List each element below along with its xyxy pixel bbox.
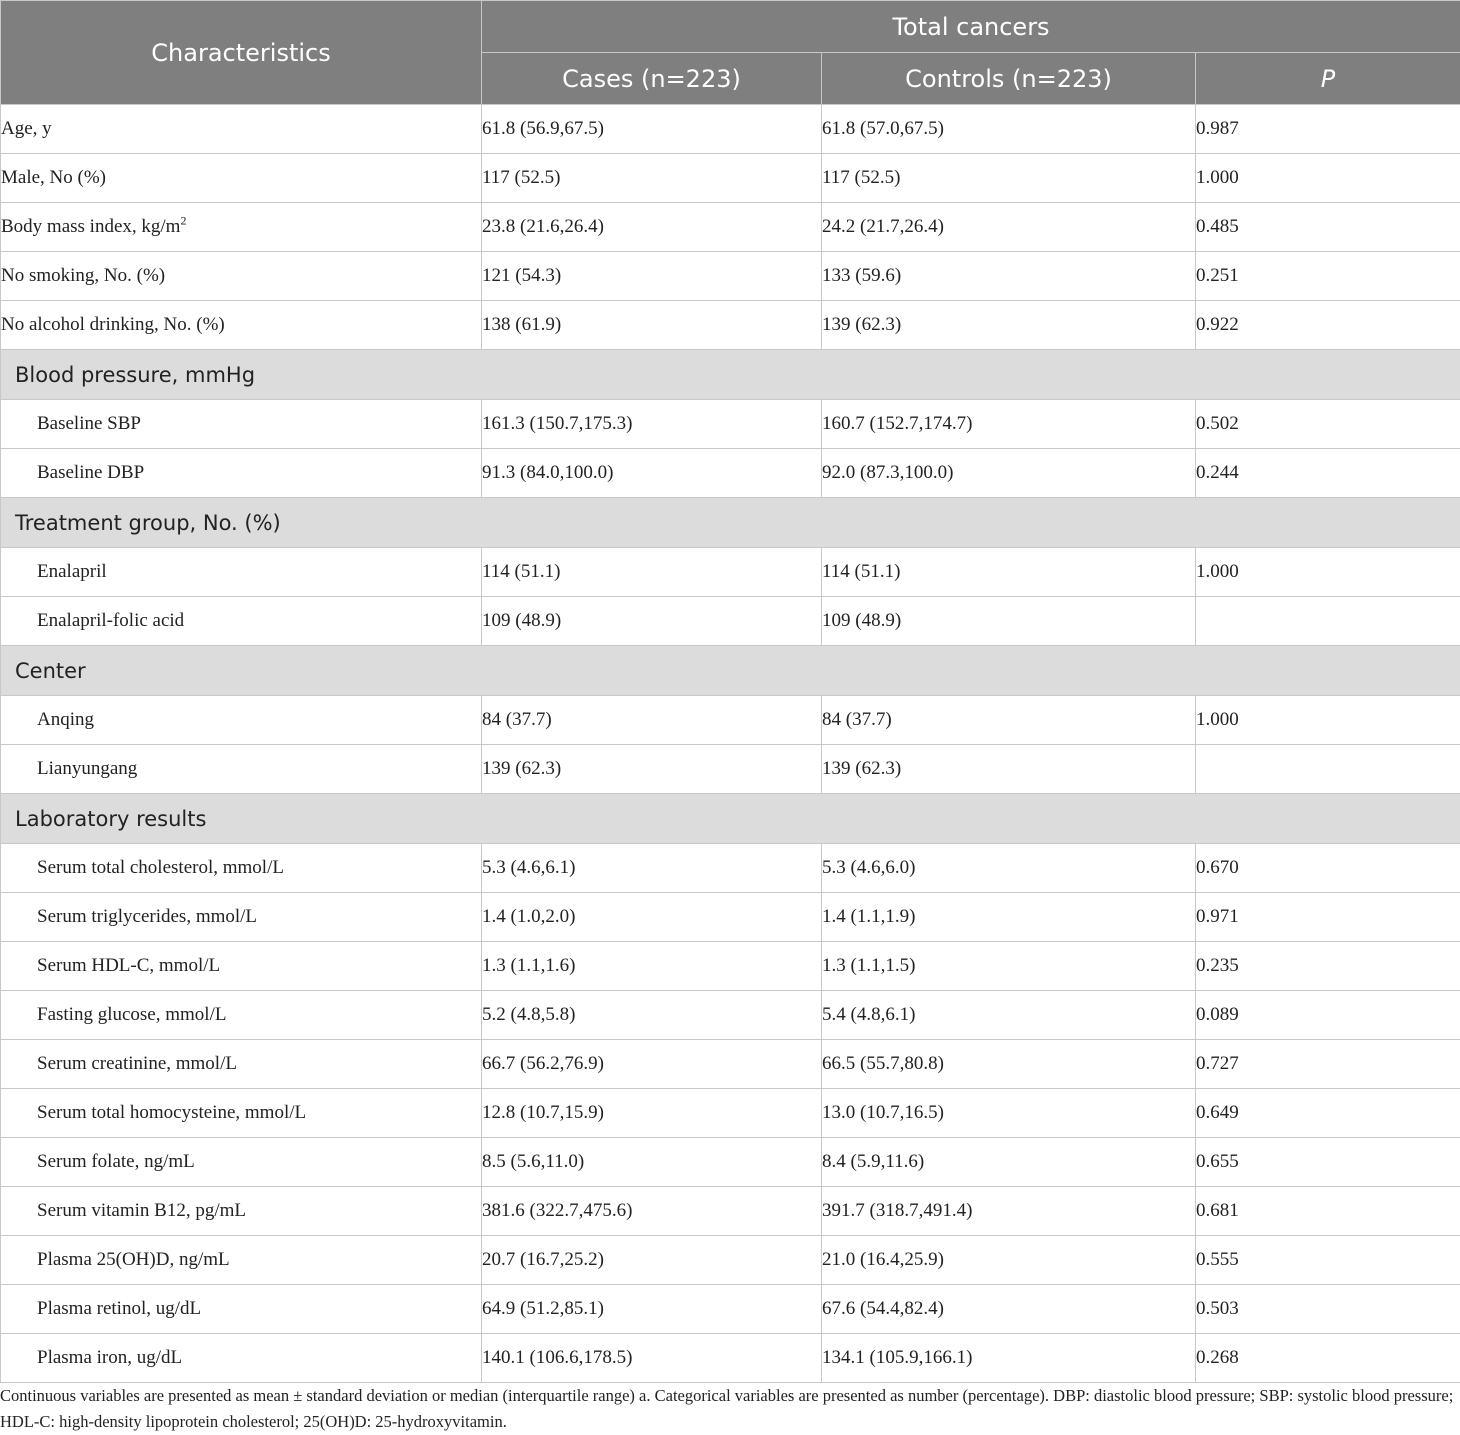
row-label-cell <box>1 1138 482 1187</box>
controls-value: 84 (37.7) <box>822 696 1196 745</box>
row-label: Serum HDL-C, mmol/L <box>37 955 221 976</box>
table-row <box>1 1040 1460 1089</box>
table-row <box>1 1138 1460 1187</box>
row-label: Plasma retinol, ug/dL <box>37 1298 202 1319</box>
row-label: Baseline DBP <box>37 462 145 483</box>
controls-value: 133 (59.6) <box>822 252 1196 301</box>
cases-value: 139 (62.3) <box>482 745 822 794</box>
row-label-cell <box>1 203 482 252</box>
controls-value: 134.1 (105.9,166.1) <box>822 1334 1196 1383</box>
cases-value: 5.2 (4.8,5.8) <box>482 991 822 1040</box>
row-label: Plasma iron, ug/dL <box>37 1347 183 1368</box>
p-value: 0.251 <box>1196 252 1460 301</box>
section-row <box>1 646 1460 696</box>
controls-value: 13.0 (10.7,16.5) <box>822 1089 1196 1138</box>
section-row <box>1 498 1460 548</box>
section-title: Blood pressure, mmHg <box>1 350 1460 400</box>
row-label: Fasting glucose, mmol/L <box>37 1004 227 1025</box>
table-row <box>1 696 1460 745</box>
row-label-cell <box>1 1285 482 1334</box>
row-label-cell <box>1 105 482 154</box>
table-row <box>1 301 1460 350</box>
cases-value: 109 (48.9) <box>482 597 822 646</box>
table-footnote: Continuous variables are presented as mean ± standard deviation or median (interquartile range) a. Categorical variables are presented as number (percentage). DBP: diastolic blood pressure; SBP: systolic blood pressure; HDL-C: high-density lipoprotein cholesterol; 25(OH)D: 25-hydroxyvitamin. <box>0 1386 1454 1431</box>
cases-value: 20.7 (16.7,25.2) <box>482 1236 822 1285</box>
row-label-cell <box>1 745 482 794</box>
p-value: 0.655 <box>1196 1138 1460 1187</box>
p-value: 0.244 <box>1196 449 1460 498</box>
table-row <box>1 203 1460 252</box>
table-header <box>1 1 1460 105</box>
p-value: 0.268 <box>1196 1334 1460 1383</box>
section-row <box>1 350 1460 400</box>
row-label-cell <box>1 1040 482 1089</box>
row-label-cell <box>1 252 482 301</box>
controls-value: 160.7 (152.7,174.7) <box>822 400 1196 449</box>
controls-value: 92.0 (87.3,100.0) <box>822 449 1196 498</box>
controls-value: 114 (51.1) <box>822 548 1196 597</box>
cases-value: 61.8 (56.9,67.5) <box>482 105 822 154</box>
p-value: 0.485 <box>1196 203 1460 252</box>
controls-value: 391.7 (318.7,491.4) <box>822 1187 1196 1236</box>
p-value: 0.727 <box>1196 1040 1460 1089</box>
row-label: No smoking, No. (%) <box>1 265 166 286</box>
row-label: Enalapril-folic acid <box>37 610 185 631</box>
header-total-cancers: Total cancers <box>482 1 1460 53</box>
table-row <box>1 252 1460 301</box>
row-label: Plasma 25(OH)D, ng/mL <box>37 1249 230 1270</box>
header-controls: Controls (n=223) <box>822 53 1196 105</box>
table-row <box>1 1089 1460 1138</box>
section-row <box>1 794 1460 844</box>
row-label: Serum vitamin B12, pg/mL <box>37 1200 246 1221</box>
table-row <box>1 597 1460 646</box>
controls-value: 61.8 (57.0,67.5) <box>822 105 1196 154</box>
table-row <box>1 893 1460 942</box>
row-label-cell <box>1 154 482 203</box>
cases-value: 381.6 (322.7,475.6) <box>482 1187 822 1236</box>
row-label-cell <box>1 1089 482 1138</box>
row-label-cell <box>1 1334 482 1383</box>
cases-value: 5.3 (4.6,6.1) <box>482 844 822 893</box>
controls-value: 24.2 (21.7,26.4) <box>822 203 1196 252</box>
table-row <box>1 449 1460 498</box>
cases-value: 1.3 (1.1,1.6) <box>482 942 822 991</box>
row-label-cell <box>1 844 482 893</box>
controls-value: 109 (48.9) <box>822 597 1196 646</box>
table-row <box>1 548 1460 597</box>
row-label: Serum triglycerides, mmol/L <box>37 906 258 927</box>
p-value: 1.000 <box>1196 548 1460 597</box>
p-value: 0.555 <box>1196 1236 1460 1285</box>
table-row <box>1 154 1460 203</box>
row-label-cell <box>1 1236 482 1285</box>
cases-value: 12.8 (10.7,15.9) <box>482 1089 822 1138</box>
cases-value: 91.3 (84.0,100.0) <box>482 449 822 498</box>
controls-value: 21.0 (16.4,25.9) <box>822 1236 1196 1285</box>
row-label-cell <box>1 1187 482 1236</box>
cases-value: 140.1 (106.6,178.5) <box>482 1334 822 1383</box>
row-label: Body mass index, kg/m <box>1 216 181 237</box>
row-label: Age, y <box>1 118 52 139</box>
row-label-cell <box>1 597 482 646</box>
cases-value: 138 (61.9) <box>482 301 822 350</box>
section-title: Treatment group, No. (%) <box>1 498 1460 548</box>
header-p <box>1196 53 1460 105</box>
row-label: Male, No (%) <box>1 167 106 188</box>
p-value <box>1196 597 1460 646</box>
row-label-cell <box>1 548 482 597</box>
row-label: Serum total cholesterol, mmol/L <box>37 857 284 878</box>
table-row <box>1 844 1460 893</box>
row-label-cell <box>1 449 482 498</box>
row-label: No alcohol drinking, No. (%) <box>1 314 225 335</box>
controls-value: 5.4 (4.8,6.1) <box>822 991 1196 1040</box>
row-label-cell <box>1 942 482 991</box>
p-value: 0.971 <box>1196 893 1460 942</box>
p-value: 1.000 <box>1196 696 1460 745</box>
p-value: 1.000 <box>1196 154 1460 203</box>
row-label: Anqing <box>37 709 94 730</box>
row-label-cell <box>1 400 482 449</box>
p-value: 0.649 <box>1196 1089 1460 1138</box>
cases-value: 8.5 (5.6,11.0) <box>482 1138 822 1187</box>
table-row <box>1 400 1460 449</box>
cases-value: 117 (52.5) <box>482 154 822 203</box>
cases-value: 66.7 (56.2,76.9) <box>482 1040 822 1089</box>
cases-value: 64.9 (51.2,85.1) <box>482 1285 822 1334</box>
table-body <box>1 105 1460 1383</box>
row-label-superscript: 2 <box>180 213 187 228</box>
row-label: Enalapril <box>37 561 107 582</box>
row-label-cell <box>1 991 482 1040</box>
p-value: 0.681 <box>1196 1187 1460 1236</box>
p-value: 0.503 <box>1196 1285 1460 1334</box>
cases-value: 23.8 (21.6,26.4) <box>482 203 822 252</box>
row-label: Lianyungang <box>37 758 138 779</box>
cases-value: 121 (54.3) <box>482 252 822 301</box>
table-row <box>1 942 1460 991</box>
section-title: Center <box>1 646 1460 696</box>
controls-value: 5.3 (4.6,6.0) <box>822 844 1196 893</box>
p-value: 0.235 <box>1196 942 1460 991</box>
p-value: 0.987 <box>1196 105 1460 154</box>
p-value: 0.502 <box>1196 400 1460 449</box>
table-row <box>1 1187 1460 1236</box>
table-row <box>1 105 1460 154</box>
table-row <box>1 991 1460 1040</box>
row-label-cell <box>1 301 482 350</box>
controls-value: 139 (62.3) <box>822 301 1196 350</box>
row-label: Baseline SBP <box>37 413 141 434</box>
table-row <box>1 1236 1460 1285</box>
p-value: 0.670 <box>1196 844 1460 893</box>
row-label: Serum total homocysteine, mmol/L <box>37 1102 307 1123</box>
p-value <box>1196 745 1460 794</box>
controls-value: 117 (52.5) <box>822 154 1196 203</box>
controls-value: 8.4 (5.9,11.6) <box>822 1138 1196 1187</box>
p-value: 0.089 <box>1196 991 1460 1040</box>
table-row <box>1 1334 1460 1383</box>
cases-value: 84 (37.7) <box>482 696 822 745</box>
section-title: Laboratory results <box>1 794 1460 844</box>
controls-value: 67.6 (54.4,82.4) <box>822 1285 1196 1334</box>
row-label-cell <box>1 696 482 745</box>
cases-value: 1.4 (1.0,2.0) <box>482 893 822 942</box>
header-p-label: P <box>1320 64 1336 93</box>
table-row <box>1 1285 1460 1334</box>
cases-value: 161.3 (150.7,175.3) <box>482 400 822 449</box>
row-label-cell <box>1 893 482 942</box>
row-label: Serum folate, ng/mL <box>37 1151 195 1172</box>
controls-value: 139 (62.3) <box>822 745 1196 794</box>
cases-value: 114 (51.1) <box>482 548 822 597</box>
controls-value: 1.3 (1.1,1.5) <box>822 942 1196 991</box>
header-characteristics: Characteristics <box>1 1 482 105</box>
p-value: 0.922 <box>1196 301 1460 350</box>
table-row <box>1 745 1460 794</box>
header-cases: Cases (n=223) <box>482 53 822 105</box>
row-label: Serum creatinine, mmol/L <box>37 1053 237 1074</box>
controls-value: 66.5 (55.7,80.8) <box>822 1040 1196 1089</box>
controls-value: 1.4 (1.1,1.9) <box>822 893 1196 942</box>
